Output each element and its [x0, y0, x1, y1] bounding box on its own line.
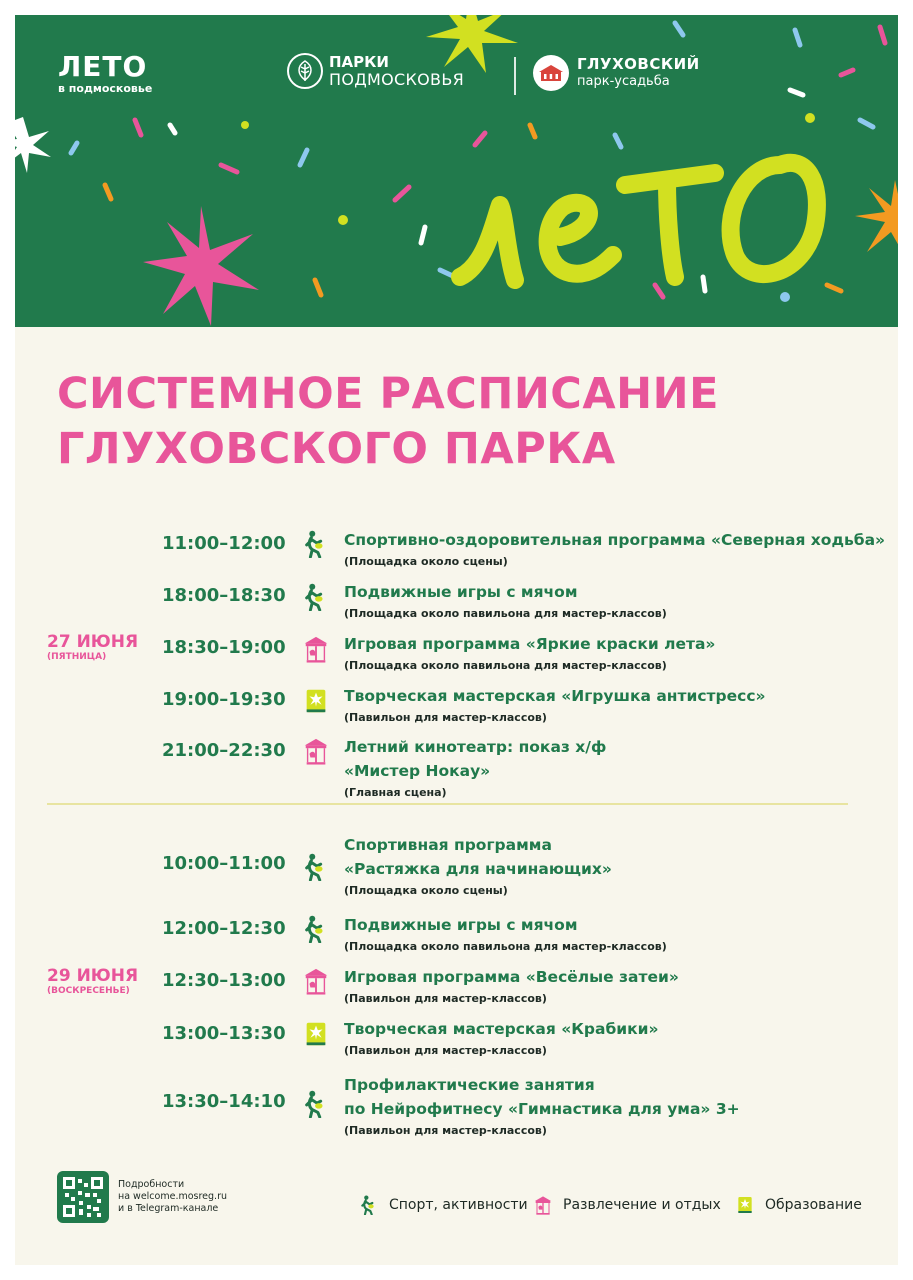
- event-place: (Площадка около сцены): [344, 555, 508, 568]
- leto-logo-text: ЛЕТО: [58, 50, 148, 83]
- event-place: (Павильон для мастер-классов): [344, 992, 547, 1005]
- day-date: 27 ИЮНЯ: [47, 632, 139, 652]
- day-divider: [47, 803, 848, 805]
- qr-code[interactable]: [57, 1171, 109, 1223]
- event-item: [344, 528, 885, 572]
- book-icon: [735, 1195, 761, 1215]
- day-label: [47, 632, 138, 663]
- event-name: Спортивно-оздоровительная программа «Северная ходьба»: [344, 531, 886, 549]
- more-info: [118, 1179, 227, 1215]
- event-name: Спортивная программа: [344, 836, 552, 854]
- legend-fun: [533, 1195, 721, 1215]
- legend-label: Образование: [765, 1197, 862, 1213]
- parks-logo-line1: ПАРКИ: [329, 53, 389, 71]
- book-icon: [302, 1020, 330, 1050]
- event-time: 12:30–13:00: [162, 970, 286, 991]
- event-time: 11:00–12:00: [162, 533, 286, 554]
- day-date: 29 ИЮНЯ: [47, 966, 139, 986]
- page-title-line1: СИСТЕМНОЕ РАСПИСАНИЕ: [57, 369, 719, 419]
- logo-separator: [514, 57, 516, 95]
- event-name: Летний кинотеатр: показ х/ф: [344, 738, 607, 756]
- page-title: [57, 367, 719, 477]
- event-item: [344, 965, 679, 1009]
- event-name: Творческая мастерская «Игрушка антистресс»: [344, 687, 766, 705]
- event-name: Подвижные игры с мячом: [344, 583, 578, 601]
- page-title-line2: ГЛУХОВСКОГО ПАРКА: [57, 424, 616, 474]
- event-item: [344, 913, 667, 957]
- legend-edu: [735, 1195, 862, 1215]
- runner-icon: [302, 915, 330, 945]
- event-name: Подвижные игры с мячом: [344, 916, 578, 934]
- event-place: (Площадка около павильона для мастер-классов): [344, 607, 667, 620]
- header-banner: [15, 15, 898, 327]
- event-place: (Павильон для мастер-классов): [344, 711, 547, 724]
- event-place: (Павильон для мастер-классов): [344, 1124, 547, 1137]
- event-time: 19:00–19:30: [162, 689, 286, 710]
- event-item: [344, 684, 766, 728]
- day-weekday: (ВОСКРЕСЕНЬЕ): [47, 986, 130, 996]
- day-weekday: (ПЯТНИЦА): [47, 652, 107, 662]
- event-time: 13:00–13:30: [162, 1023, 286, 1044]
- event-item: [344, 1073, 740, 1141]
- event-item: [344, 632, 715, 676]
- gluhovsky-logo: [533, 55, 700, 91]
- carousel-icon: [302, 737, 330, 767]
- event-item: [344, 735, 606, 803]
- parks-logo: [287, 53, 464, 89]
- carousel-icon: [533, 1195, 559, 1215]
- runner-icon: [359, 1195, 385, 1215]
- event-place: (Павильон для мастер-классов): [344, 1044, 547, 1057]
- event-place: (Главная сцена): [344, 786, 447, 799]
- runner-icon: [302, 530, 330, 560]
- more-info-line: и в Telegram-канале: [118, 1203, 219, 1214]
- event-item: [344, 833, 612, 901]
- event-name: «Растяжка для начинающих»: [344, 860, 612, 878]
- event-place: (Площадка около павильона для мастер-классов): [344, 940, 667, 953]
- runner-icon: [302, 583, 330, 613]
- day-label: [47, 966, 138, 997]
- runner-icon: [302, 853, 330, 883]
- event-time: 12:00–12:30: [162, 918, 286, 939]
- event-time: 18:30–19:00: [162, 637, 286, 658]
- leaf-icon: [287, 53, 323, 89]
- event-time: 10:00–11:00: [162, 853, 286, 874]
- event-time: 21:00–22:30: [162, 740, 286, 761]
- event-name: Творческая мастерская «Крабики»: [344, 1020, 659, 1038]
- legend-label: Спорт, активности: [389, 1197, 528, 1213]
- event-name: Профилактические занятия: [344, 1076, 595, 1094]
- qr-code-icon: [63, 1177, 103, 1217]
- footer: [15, 1165, 898, 1235]
- runner-icon: [302, 1090, 330, 1120]
- legend-label: Развлечение и отдых: [563, 1197, 721, 1213]
- gluhovsky-logo-line2: парк-усадьба: [577, 74, 670, 89]
- event-item: [344, 1017, 659, 1061]
- parks-logo-line2: ПОДМОСКОВЬЯ: [329, 70, 465, 89]
- event-name: Игровая программа «Весёлые затеи»: [344, 968, 679, 986]
- leto-logo-subtext: в подмосковье: [58, 82, 153, 95]
- carousel-icon: [302, 967, 330, 997]
- event-name: Игровая программа «Яркие краски лета»: [344, 635, 716, 653]
- gluhovsky-logo-line1: ГЛУХОВСКИЙ: [577, 55, 700, 73]
- event-name: «Мистер Нокау»: [344, 762, 491, 780]
- event-place: (Площадка около павильона для мастер-классов): [344, 659, 667, 672]
- event-time: 18:00–18:30: [162, 585, 286, 606]
- event-item: [344, 580, 667, 624]
- more-info-line: на welcome.mosreg.ru: [118, 1191, 227, 1202]
- event-name: по Нейрофитнесу «Гимнастика для ума» 3+: [344, 1100, 740, 1118]
- event-place: (Площадка около сцены): [344, 884, 508, 897]
- more-info-line: Подробности: [118, 1179, 185, 1190]
- poster: [15, 15, 898, 1265]
- legend-sport: [359, 1195, 528, 1215]
- book-icon: [302, 687, 330, 717]
- leto-logo: [58, 52, 152, 95]
- manor-icon: [533, 55, 569, 91]
- carousel-icon: [302, 635, 330, 665]
- event-time: 13:30–14:10: [162, 1091, 286, 1112]
